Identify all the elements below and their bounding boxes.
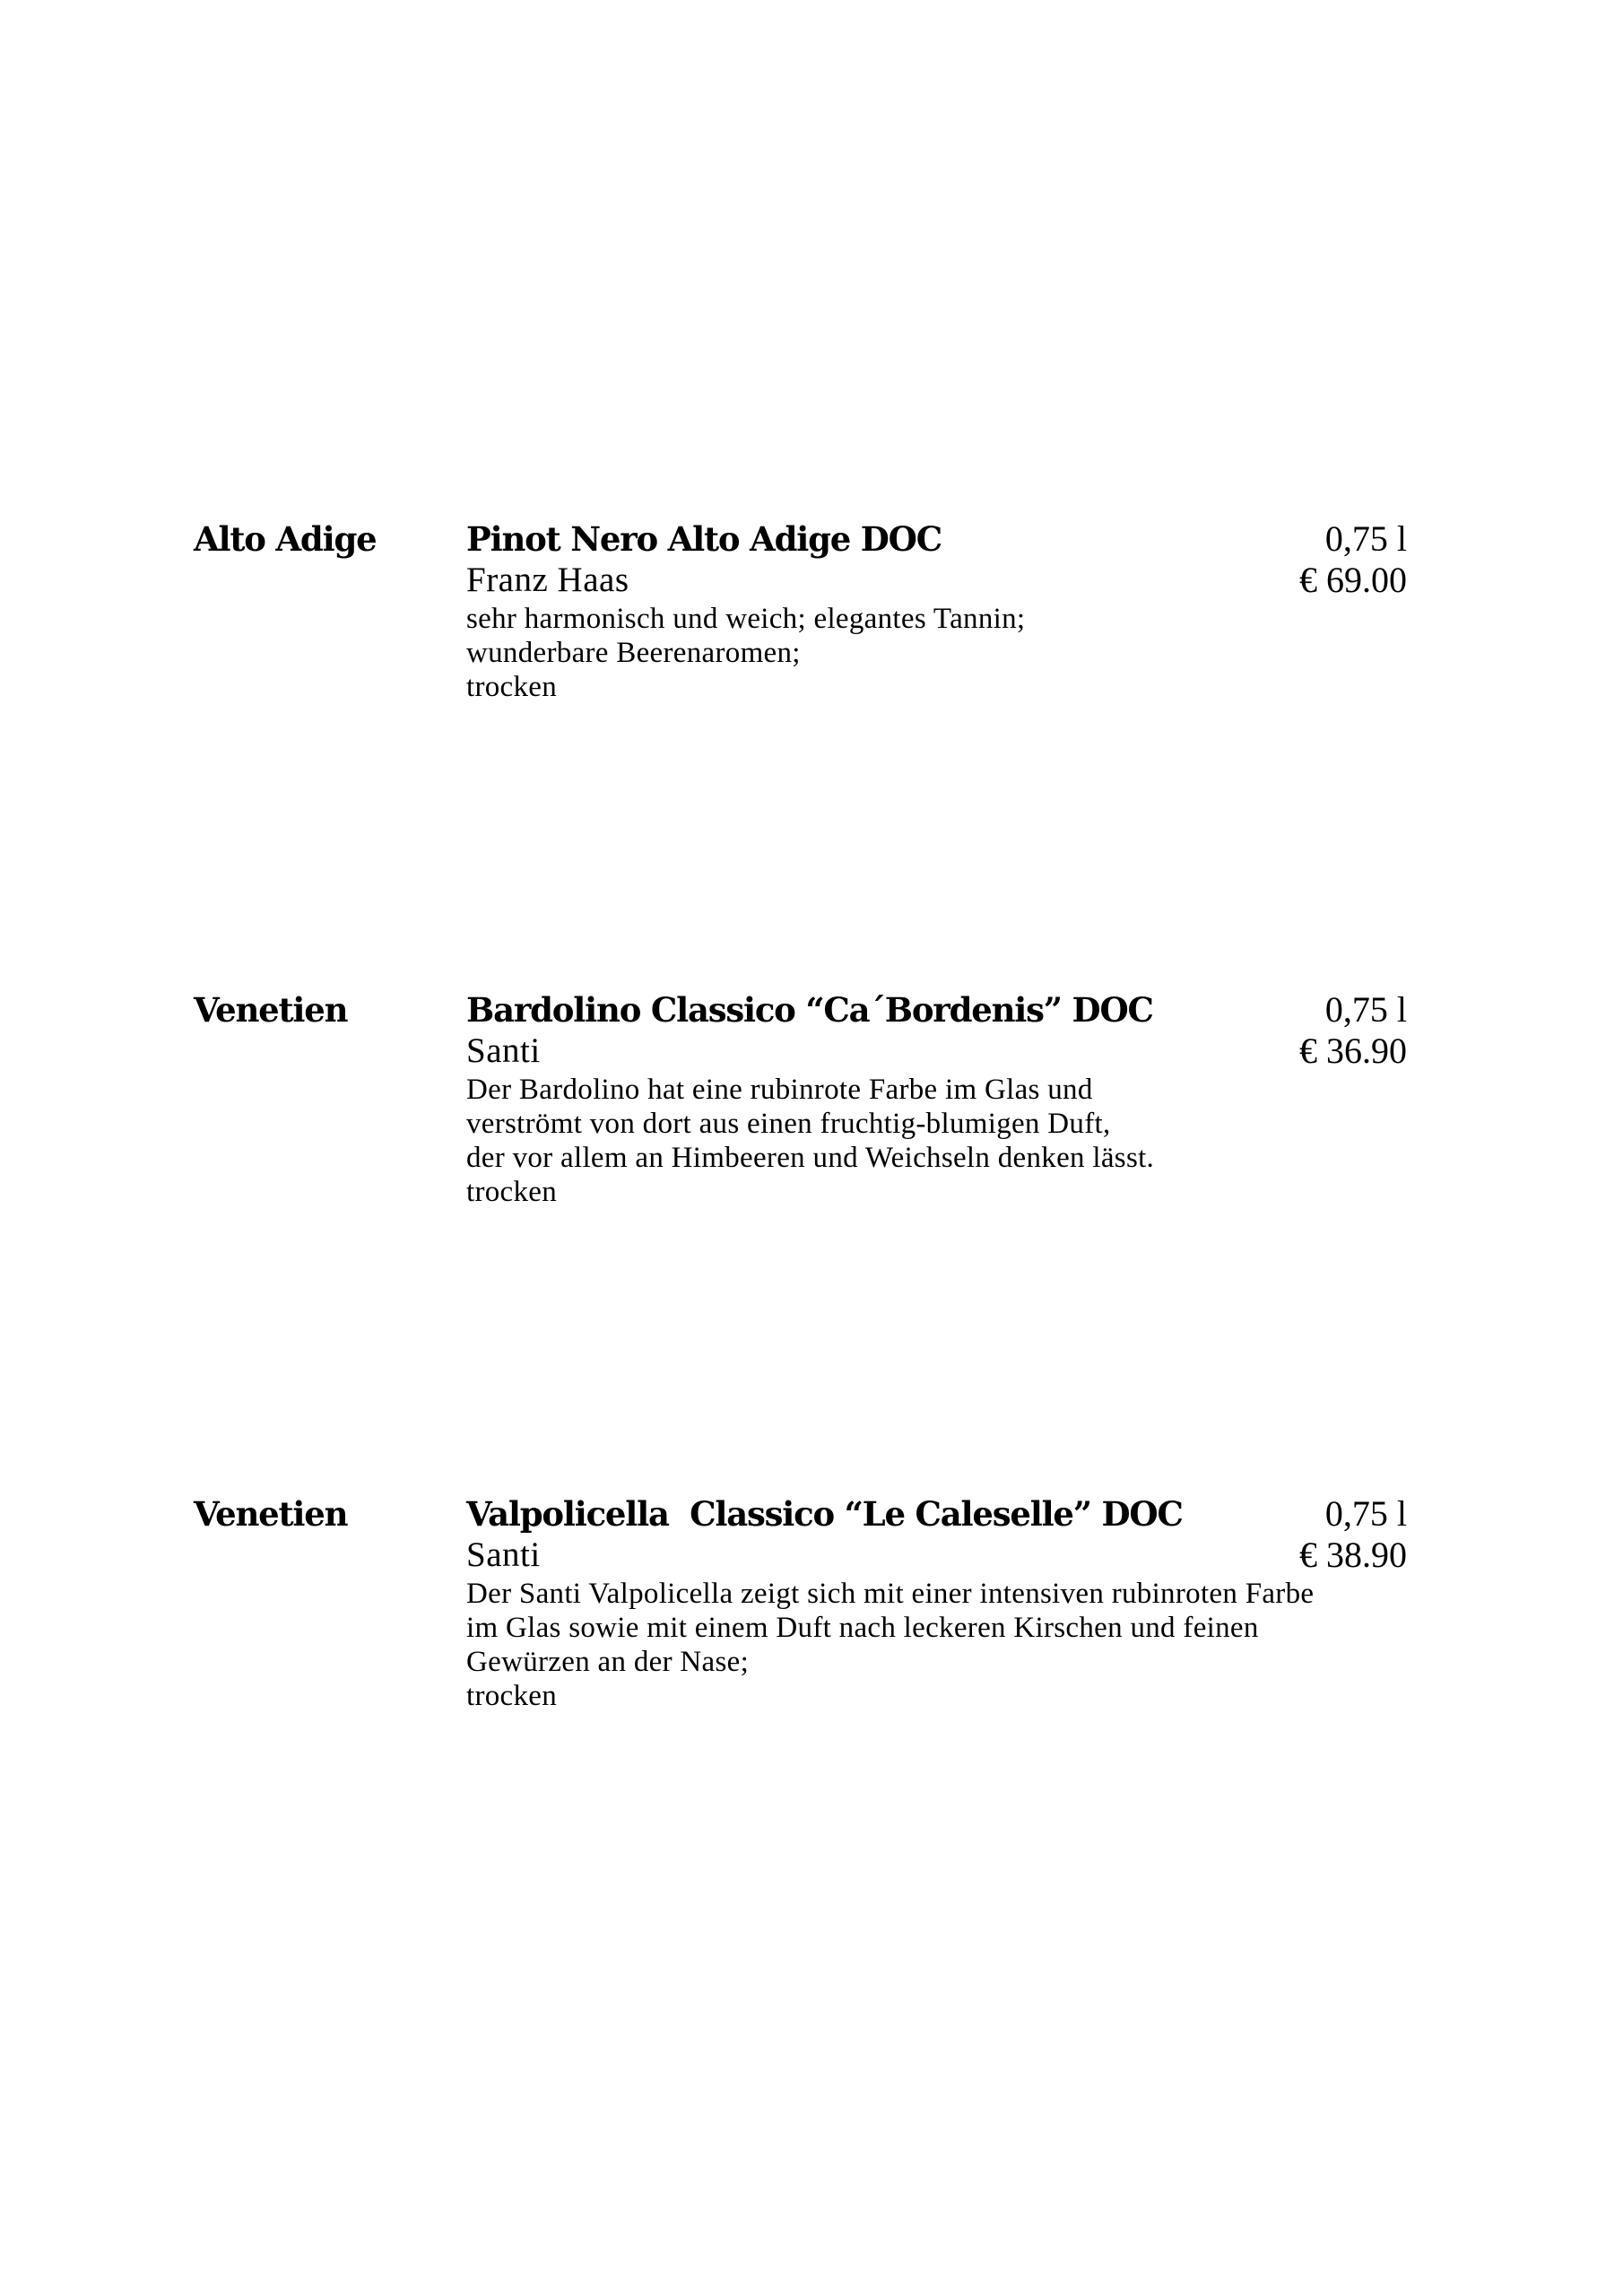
description-line: trocken <box>466 1680 558 1712</box>
description-line: trocken <box>466 1176 558 1208</box>
wine-region: Venetien <box>194 990 348 1030</box>
wine-name: Pinot Nero Alto Adige DOC <box>466 519 942 559</box>
wine-region: Venetien <box>194 1494 348 1534</box>
wine-producer: Santi <box>466 1535 541 1574</box>
wine-price: € 36.90 <box>1299 1031 1407 1071</box>
description-line: verströmt von dort aus einen fruchtig-blumigen Duft, <box>466 1108 1111 1140</box>
wine-name: Valpolicella Classico “Le Caleselle” DOC <box>466 1494 1183 1534</box>
wine-name: Bardolino Classico “Ca´Bordenis” DOC <box>466 990 1153 1030</box>
description-line: Gewürzen an der Nase; <box>466 1646 750 1678</box>
wine-volume: 0,75 l <box>1324 989 1407 1030</box>
wine-price: € 38.90 <box>1299 1535 1407 1575</box>
wine-producer: Franz Haas <box>466 561 629 599</box>
wine-volume: 0,75 l <box>1324 1493 1407 1534</box>
wine-description <box>466 602 1417 704</box>
wine-region: Alto Adige <box>194 519 377 559</box>
wine-price: € 69.00 <box>1299 560 1407 600</box>
wine-description <box>466 1577 1417 1713</box>
description-line: im Glas sowie mit einem Duft nach leckeren Kirschen und feinen <box>466 1612 1259 1644</box>
description-line: Der Bardolino hat eine rubinrote Farbe im Glas und <box>466 1074 1093 1106</box>
wine-volume: 0,75 l <box>1324 518 1407 559</box>
wine-producer: Santi <box>466 1031 541 1070</box>
description-line: trocken <box>466 671 558 703</box>
description-line: sehr harmonisch und weich; elegantes Tannin; <box>466 603 1026 635</box>
description-line: Der Santi Valpolicella zeigt sich mit einer intensiven rubinroten Farbe <box>466 1578 1315 1610</box>
description-line: wunderbare Beerenaromen; <box>466 637 801 669</box>
wine-description <box>466 1073 1417 1209</box>
description-line: der vor allem an Himbeeren und Weichseln denken lässt. <box>466 1142 1155 1174</box>
